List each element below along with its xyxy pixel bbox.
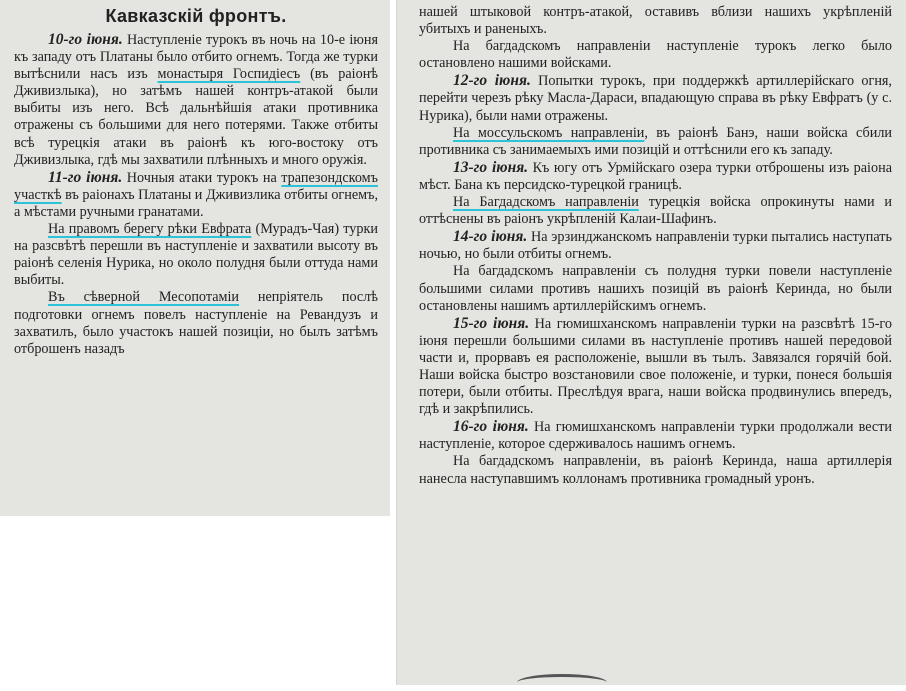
- paragraph-text: На эрзинджанскомъ направленіи турки пытались наступать ночью, но были отбиты огнемъ.: [419, 229, 892, 263]
- left-column: [0, 0, 390, 516]
- paragraph-text: Ночныя атаки турокъ на: [122, 169, 282, 186]
- paragraph-text: На багдадскомъ направленіи, въ раіонѣ Керинда, наша артиллерія нанесла наступавшимъ коллонамъ противника громадный уронъ.: [419, 453, 892, 487]
- news-paragraph: [419, 38, 892, 72]
- right-paragraphs: [419, 4, 892, 488]
- news-paragraph: [419, 125, 892, 159]
- news-paragraph: [419, 72, 892, 124]
- highlighted-phrase: На моссульскомъ направленіи: [453, 124, 645, 141]
- paragraph-text: Попытки турокъ, при поддержкѣ артиллерійскаго огня, перейти черезъ рѣку Масла-Дараси, впадающую справа въ рѣку Евфратъ (у с. Нурика), были нами отражены.: [419, 73, 892, 124]
- news-paragraph: [419, 263, 892, 314]
- news-paragraph: [419, 159, 892, 194]
- news-paragraph: [14, 221, 378, 289]
- news-paragraph: [419, 228, 892, 263]
- news-paragraph: [419, 315, 892, 419]
- date-label: 15-го іюня.: [453, 314, 530, 332]
- date-label: 16-го іюня.: [453, 418, 529, 436]
- date-label: 14-го іюня.: [453, 228, 528, 246]
- paragraph-text: нашей штыковой контръ-атакой, оставивъ вблизи нашихъ укрѣпленій убитыхъ и раненыхъ.: [419, 4, 892, 38]
- date-label: 10-го іюня.: [48, 31, 123, 48]
- paragraph-text: На багдадскомъ направленіи наступленіе турокъ легко было остановлено нашими войсками.: [419, 38, 892, 72]
- highlighted-phrase: Въ сѣверной Месопотаміи: [48, 289, 240, 306]
- section-heading: Кавказскій фронтъ.: [105, 6, 287, 26]
- news-paragraph: [14, 169, 378, 221]
- highlighted-phrase: монастыря Госпидіесъ: [157, 66, 301, 83]
- paragraph-text: турецкія войска опрокинуты нами и оттѣснены въ раіонъ укрѣпленій Калаи-Шафинъ.: [419, 194, 892, 228]
- news-paragraph: [419, 453, 892, 487]
- date-label: 13-го іюня.: [453, 158, 529, 176]
- news-paragraph: [419, 194, 892, 228]
- paragraph-text: (въ раіонѣ Дживизлыка), но затѣмъ нашей контръ-атакой были выбиты изъ него. Всѣ дальнѣйшія атаки противника отражены съ большими для него потерями. Также отбиты всѣ турецкія атаки въ раіонѣ къ юго-востоку отъ Дживизлыка, гдѣ мы захватили плѣнныхъ и много оружія.: [14, 66, 378, 168]
- left-paragraphs: [14, 31, 378, 358]
- news-paragraph: [419, 4, 892, 38]
- paragraph-text: , въ раіонѣ Банэ, наши войска сбили противника съ занимаемыхъ ими позицій и оттѣснили его къ западу.: [419, 124, 892, 158]
- date-label: 11-го іюня.: [48, 168, 123, 186]
- paragraph-text: Къ югу отъ Урмійскаго озера турки отброшены изъ раіона мѣст. Бана къ персидско-турецкой границѣ.: [419, 159, 892, 193]
- paragraph-text: На гюмишханскомъ направленіи турки на разсвѣтѣ 15-го іюня перешли большими силами въ наступленіе противъ нашей передовой части и, прорвавъ ея расположеніе, вышли въ тылъ. Завязался горячій бой. Наши войска быстро возстановили свое положеніе, и турки, понеся большія потери, были отбиты. Преслѣдуя врага, наши войска продвинулись впередъ, гдѣ и закрѣпились.: [419, 315, 892, 418]
- paragraph-text: въ раіонахъ Платаны и Дживизлика отбиты огнемъ, а мѣстами ручными гранатами.: [14, 186, 378, 220]
- paragraph-text: На багдадскомъ направленіи съ полудня турки повели наступленіе большими силами противъ нашихъ позицій въ раіонѣ Керинда, но были остановлены нашимъ артиллерійскимъ огнемъ.: [419, 263, 892, 314]
- ornament-divider: [517, 674, 607, 691]
- news-paragraph: [14, 289, 378, 357]
- highlighted-phrase: На Багдадскомъ направленіи: [453, 194, 639, 211]
- highlighted-phrase: трапезондскомъ участкѣ: [14, 169, 378, 203]
- paragraph-text: Наступленіе турокъ въ ночь на 10-е іюня къ западу отъ Платаны было отбито огнемъ. Тогда же турки вытѣснили насъ изъ: [14, 32, 378, 83]
- news-paragraph: [14, 31, 378, 169]
- highlighted-phrase: На правомъ берегу рѣки Евфрата: [48, 221, 252, 238]
- date-label: 12-го іюня.: [453, 72, 531, 90]
- paragraph-text: (Мурадъ-Чая) турки на разсвѣтѣ перешли въ наступленіе и захватили высоту въ раіонѣ селенія Нурика, но около полудня были оттуда нами выбиты.: [14, 221, 378, 289]
- right-column: [396, 0, 906, 685]
- paragraph-text: На гюмишханскомъ направленіи турки продолжали вести наступленіе, которое сдерживалось нашимъ огнемъ.: [419, 419, 892, 453]
- paragraph-text: непріятель послѣ подготовки огнемъ повелъ наступленіе на Ревандузъ и захватилъ, было участокъ нашей позиціи, но былъ затѣмъ отброшенъ назадъ: [14, 289, 378, 357]
- news-paragraph: [419, 418, 892, 453]
